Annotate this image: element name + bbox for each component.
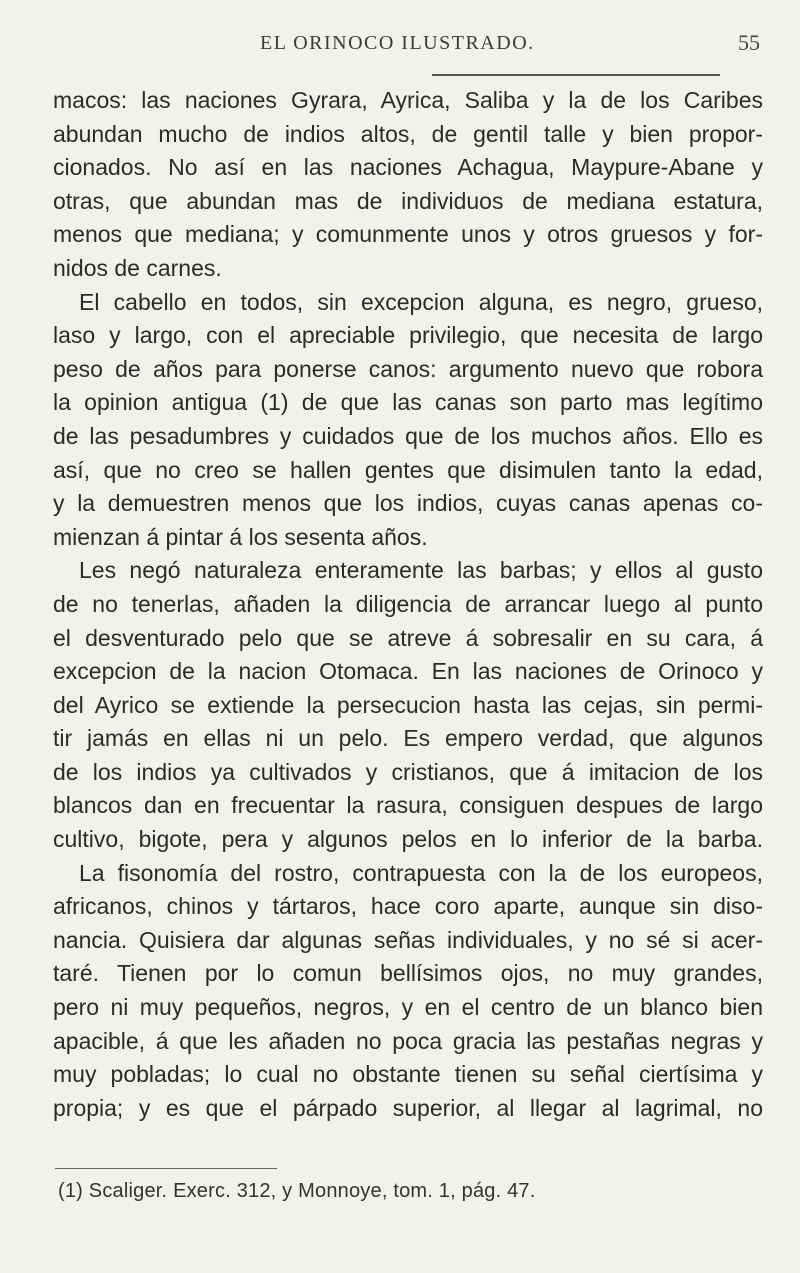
text-line: taré. Tienen por lo comun bellísimos ojos, no muy grandes,	[53, 960, 763, 987]
paragraph-1	[53, 84, 763, 286]
text-line: otras, que abundan mas de individuos de mediana estatura,	[53, 187, 763, 214]
text-line: cionados. No así en las naciones Achagua, Maypure-Abane y	[53, 154, 763, 181]
text-line: muy pobladas; lo cual no obstante tienen su señal ciertísima y	[53, 1061, 763, 1088]
text-line: excepcion de la nacion Otomaca. En las naciones de Orinoco y	[53, 658, 763, 685]
page-number: 55	[738, 30, 760, 55]
text-line: propia; y es que el párpado superior, al llegar al lagrimal, no	[53, 1094, 763, 1121]
running-title: EL ORINOCO ILUSTRADO.	[260, 32, 535, 54]
text-line: africanos, chinos y tártaros, hace coro aparte, aunque sin diso-	[53, 893, 763, 920]
text-line: de las pesadumbres y cuidados que de los muchos años. Ello es	[53, 422, 763, 449]
text-line: apacible, á que les añaden no poca gracia las pestañas negras y	[53, 1027, 763, 1054]
paragraph-2	[53, 286, 763, 555]
text-line: nancia. Quisiera dar algunas señas individuales, y no sé si acer-	[53, 926, 763, 953]
text-line: de no tenerlas, añaden la diligencia de arrancar luego al punto	[53, 590, 763, 617]
header-rule	[432, 74, 720, 76]
text-line: El cabello en todos, sin excepcion alguna, es negro, grueso,	[79, 288, 763, 315]
text-line: abundan mucho de indios altos, de gentil talle y bien propor-	[53, 120, 763, 147]
text-line: peso de años para ponerse canos: argumento nuevo que robora	[53, 355, 763, 382]
text-line: de los indios ya cultivados y cristianos, que á imitacion de los	[53, 758, 763, 785]
text-line: nidos de carnes.	[53, 254, 222, 281]
paragraph-3	[53, 554, 763, 856]
text-line: blancos dan en frecuentar la rasura, consiguen despues de largo	[53, 792, 763, 819]
text-line: laso y largo, con el apreciable privilegio, que necesita de largo	[53, 322, 763, 349]
text-line: cultivo, bigote, pera y algunos pelos en lo inferior de la barba.	[53, 826, 763, 853]
text-line: y la demuestren menos que los indios, cuyas canas apenas co-	[53, 490, 763, 517]
paragraph-4	[53, 857, 763, 1126]
footnote-rule	[55, 1168, 277, 1169]
text-line: mienzan á pintar á los sesenta años.	[53, 523, 428, 550]
text-line: macos: las naciones Gyrara, Ayrica, Saliba y la de los Caribes	[53, 87, 763, 113]
text-line: menos que mediana; y comunmente unos y otros gruesos y for-	[53, 221, 763, 248]
text-line: pero ni muy pequeños, negros, y en el centro de un blanco bien	[53, 994, 763, 1021]
text-line: la opinion antigua (1) de que las canas son parto mas legítimo	[53, 389, 763, 416]
text-line: Les negó naturaleza enteramente las barbas; y ellos al gusto	[79, 557, 763, 584]
text-line: del Ayrico se extiende la persecucion hasta las cejas, sin permi-	[53, 691, 763, 718]
text-line: el desventurado pelo que se atreve á sobresalir en su cara, á	[53, 624, 763, 651]
text-line: así, que no creo se hallen gentes que disimulen tanto la edad,	[53, 456, 763, 483]
text-line: La fisonomía del rostro, contrapuesta con la de los europeos,	[79, 859, 763, 886]
footnote: (1) Scaliger. Exerc. 312, y Monnoye, tom. 1, pág. 47.	[58, 1180, 536, 1202]
text-line: tir jamás en ellas ni un pelo. Es empero verdad, que algunos	[53, 725, 763, 752]
body-text	[53, 84, 763, 1125]
